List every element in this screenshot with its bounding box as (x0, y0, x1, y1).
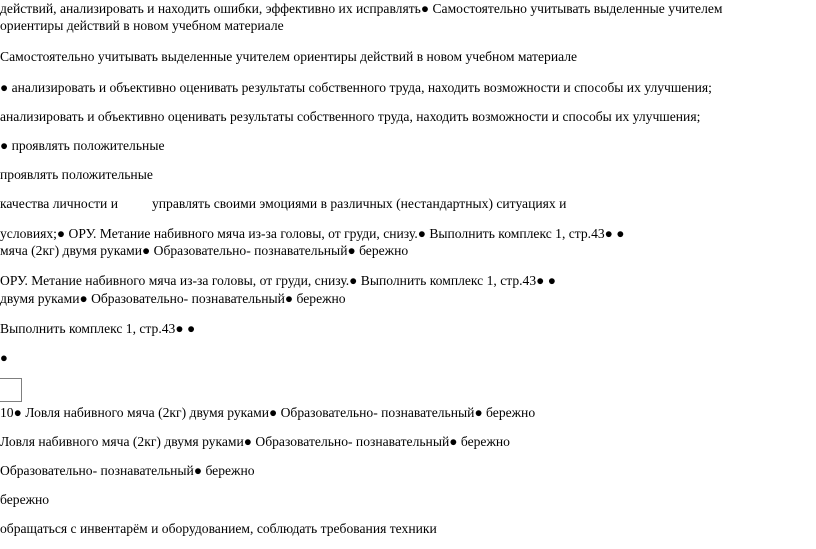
text-line-qualities (0, 195, 566, 212)
text-line-conditions: условиях;● ОРУ. Метание набивного мяча из-за головы, от груди, снизу.● Выполнить комплекс 1, стр.43● ● (0, 226, 625, 241)
bullet-line-analyze: ● анализировать и объективно оценивать результаты собственного труда, находить возможности и способы их улучшения; (0, 80, 712, 95)
qualities-text: качества личности и (0, 196, 118, 211)
text-line-analyze: анализировать и объективно оценивать результаты собственного труда, находить возможности и способы их улучшения; (0, 109, 701, 124)
text-line-positive: проявлять положительные (0, 167, 153, 182)
text-line-ball-hands: мяча (2кг) двумя руками● Образовательно- познавательный● бережно (0, 243, 409, 258)
text-line-both-hands: двумя руками● Образовательно- познавательный● бережно (0, 291, 346, 306)
table-cell-fragment (0, 378, 22, 402)
text-line-equipment: обращаться с инвентарём и оборудованием, соблюдать требования техники (0, 521, 437, 536)
bullet-line-positive: ● проявлять положительные (0, 138, 165, 153)
text-line-careful: бережно (0, 492, 50, 507)
text-line-educational: Образовательно- познавательный● бережно (0, 463, 255, 478)
emotions-text: управлять своими эмоциями в различных (нестандартных) ситуациях и (151, 196, 567, 211)
text-line-catch-numbered: 10● Ловля набивного мяча (2кг) двумя руками● Образовательно- познавательный● бережно (0, 405, 536, 420)
text-line-catch: Ловля набивного мяча (2кг) двумя руками● Образовательно- познавательный● бережно (0, 434, 510, 449)
bullet-dot: ● (0, 350, 8, 365)
text-line-1: действий, анализировать и находить ошибки, эффективно их исправлять● Самостоятельно учитывать выделенные учителем (0, 1, 723, 16)
text-line-complex: Выполнить комплекс 1, стр.43● ● (0, 321, 196, 336)
text-line-3: Самостоятельно учитывать выделенные учителем ориентиры действий в новом учебном материале (0, 49, 578, 64)
text-line-2: ориентиры действий в новом учебном материале (0, 18, 284, 33)
text-line-oru: ОРУ. Метание набивного мяча из-за головы, от груди, снизу.● Выполнить комплекс 1, стр.43● ● (0, 273, 556, 288)
